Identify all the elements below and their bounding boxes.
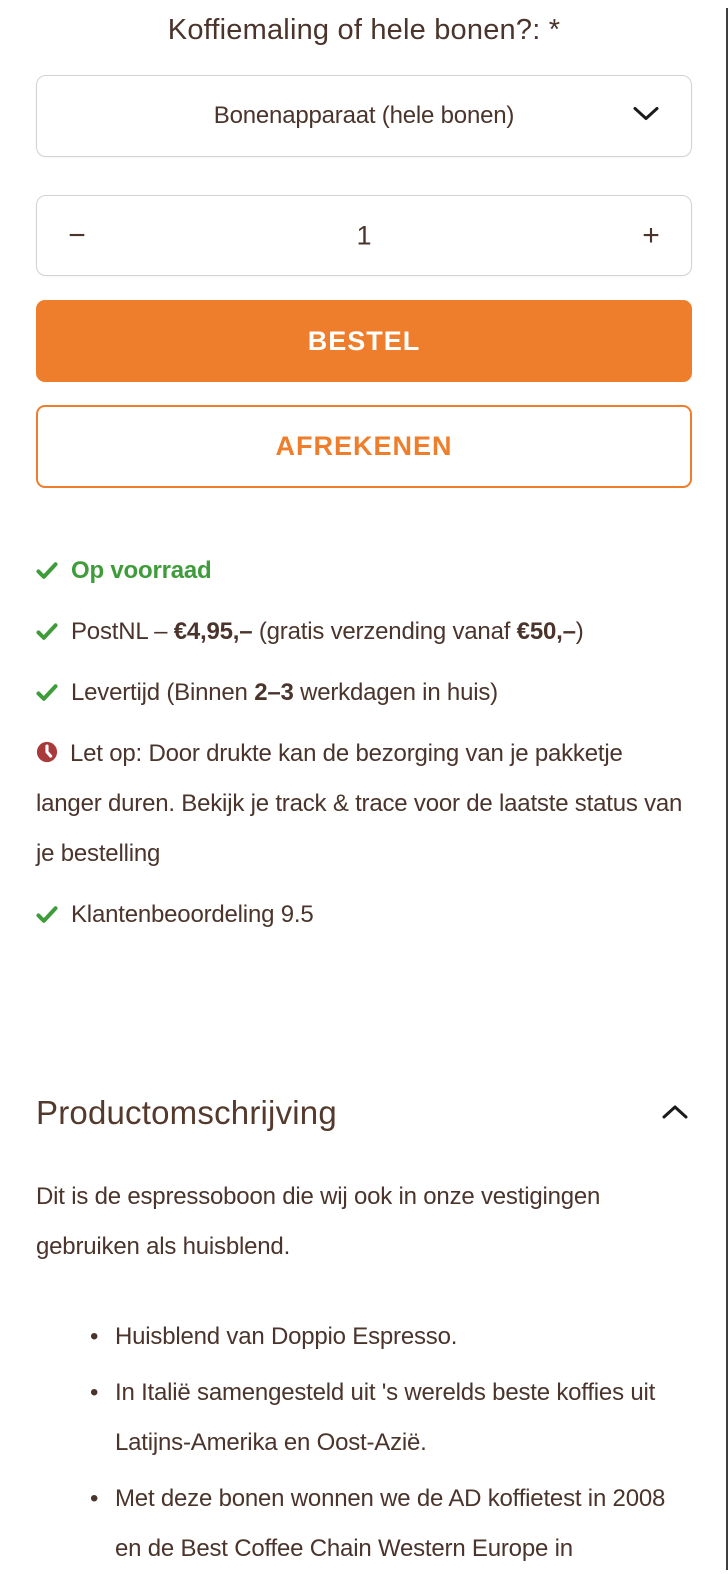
- rating-label: Klantenbeoordeling 9.5: [71, 901, 314, 928]
- free-shipping-threshold: €50,–: [516, 618, 576, 645]
- rating-item: [36, 890, 692, 940]
- description-section-header[interactable]: [36, 1090, 692, 1136]
- delivery-notice-item: [36, 729, 692, 879]
- stock-status-label: Op voorraad: [71, 557, 212, 584]
- product-purchase-panel: [0, 8, 728, 1574]
- product-features-list: [36, 546, 692, 940]
- clock-icon: [36, 741, 58, 763]
- quantity-increase-button[interactable]: +: [611, 196, 691, 275]
- chevron-down-icon: [633, 106, 659, 127]
- list-item: • In Italië samengesteld uit 's werelds beste koffies uit Latijns-Amerika en Oost-Azië.: [36, 1368, 692, 1468]
- check-icon: [36, 562, 58, 580]
- list-item: • Met deze bonen wonnen we de AD koffietest in 2008 en de Best Coffee Chain Western Europe in: [36, 1474, 692, 1574]
- description-bullet-list: [36, 1312, 692, 1574]
- collapse-section-button[interactable]: [658, 1100, 692, 1127]
- description-heading: Productomschrijving: [36, 1094, 337, 1131]
- shipping-label: PostNL – €4,95,– (gratis verzending vanaf €50,–): [71, 618, 584, 645]
- check-icon: [36, 684, 58, 702]
- variant-question-label: Koffiemaling of hele bonen?: *: [167, 14, 561, 46]
- variant-select[interactable]: [36, 75, 692, 157]
- checkout-button[interactable]: AFREKENEN: [36, 405, 692, 488]
- description-intro: Dit is de espressoboon die wij ook in onze vestigingen gebruiken als huisblend.: [36, 1183, 601, 1260]
- check-icon: [36, 906, 58, 924]
- shipping-price: €4,95,–: [173, 618, 253, 645]
- list-item: • Huisblend van Doppio Espresso.: [36, 1312, 692, 1362]
- variant-select-value: Bonenapparaat (hele bonen): [213, 102, 515, 129]
- delivery-days: 2–3: [254, 679, 294, 706]
- order-button[interactable]: BESTEL: [36, 300, 692, 382]
- quantity-stepper: [36, 195, 692, 276]
- stock-status-item: [36, 546, 692, 596]
- delivery-time-label: Levertijd (Binnen 2–3 werkdagen in huis): [71, 679, 498, 706]
- delivery-notice-text: Let op: Door drukte kan de bezorging van je pakketje langer duren. Bekijk je track & trace voor de laatste status van je bestelling: [36, 740, 683, 867]
- delivery-time-item: [36, 668, 692, 718]
- quantity-decrease-button[interactable]: −: [37, 196, 117, 275]
- shipping-item: [36, 607, 692, 657]
- check-icon: [36, 623, 58, 641]
- chevron-up-icon: [662, 1104, 688, 1123]
- quantity-input[interactable]: [304, 220, 424, 251]
